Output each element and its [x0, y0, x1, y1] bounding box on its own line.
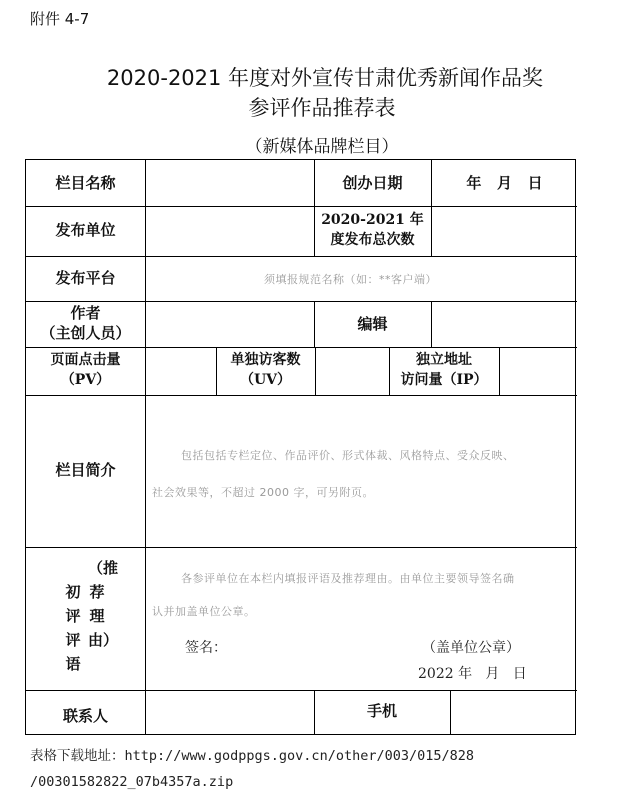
- ip-field[interactable]: [500, 348, 576, 394]
- publisher-field[interactable]: [146, 207, 313, 255]
- review-hint-line1: 各参评单位在本栏内填报评语及推荐理由。由单位主要领导签名确: [181, 572, 515, 585]
- row-divider: [26, 547, 577, 548]
- contact-field[interactable]: [146, 691, 313, 734]
- pv-label: [26, 350, 145, 390]
- publisher-label: 发布单位: [55, 221, 116, 239]
- pv-label-line1: 页面点击量: [50, 352, 121, 368]
- intro-label: 栏目简介: [55, 461, 116, 479]
- uv-label-line2: （UV）: [239, 372, 292, 388]
- review-label-text: 初评评语: [65, 583, 81, 673]
- review-label: [64, 580, 82, 676]
- intro-field[interactable]: [146, 396, 576, 546]
- ip-label-line2: 访问量（IP）: [400, 372, 488, 388]
- signature-label: 签名：: [185, 640, 227, 656]
- total-posts-field[interactable]: [432, 207, 576, 255]
- uv-field[interactable]: [316, 348, 388, 394]
- total-posts-label: [314, 210, 431, 250]
- editor-label: 编辑: [357, 315, 388, 333]
- download-url-line2[interactable]: /00301582822_07b4357a.zip: [30, 774, 234, 790]
- review-reason-label: [88, 556, 119, 652]
- page-subtitle: （新媒体品牌栏目）: [245, 137, 399, 157]
- ip-label: [389, 350, 499, 390]
- mobile-label: 手机: [366, 702, 397, 720]
- recommendation-form-table: [25, 159, 576, 735]
- pv-field[interactable]: [146, 348, 215, 394]
- row-divider: [26, 256, 577, 257]
- column-name-label: 栏目名称: [55, 174, 116, 192]
- intro-hint-line2: 社会效果等，不超过 2000 字，可另附页。: [152, 486, 374, 499]
- attachment-label: 附件 4-7: [30, 10, 90, 28]
- editor-field[interactable]: [432, 302, 576, 346]
- review-reason-text: （推荐理由）: [88, 559, 119, 649]
- author-label-line1: 作者: [70, 304, 101, 322]
- pv-label-line2: （PV）: [60, 372, 111, 388]
- author-label-line2: （主创人员）: [40, 324, 131, 342]
- download-url-line1[interactable]: 表格下载地址：http://www.godppgs.gov.cn/other/003/015/828: [30, 748, 474, 764]
- contact-label: 联系人: [62, 707, 108, 725]
- seal-label: （盖单位公章）: [422, 640, 520, 656]
- founding-date-field[interactable]: 年 月 日: [466, 174, 543, 192]
- author-label: [26, 303, 145, 343]
- uv-label-line1: 单独访客数: [230, 352, 301, 368]
- uv-label: [216, 350, 315, 390]
- ip-label-line1: 独立地址: [416, 352, 472, 368]
- platform-field[interactable]: 须填报规范名称（如：**客户端）: [264, 273, 437, 286]
- page-title-line2: 参评作品推荐表: [248, 96, 396, 120]
- author-field[interactable]: [146, 302, 313, 346]
- column-name-field[interactable]: [146, 161, 313, 205]
- total-posts-label-line1: 2020-2021 年: [321, 212, 424, 228]
- founding-date-label: 创办日期: [342, 174, 403, 192]
- review-hint-line2: 认并加盖单位公章。: [152, 605, 256, 618]
- total-posts-label-line2: 度发布总次数: [330, 232, 415, 248]
- review-date: 2022 年 月 日: [418, 666, 527, 682]
- intro-hint-line1: 包括包括专栏定位、作品评价、形式体裁、风格特点、受众反映、: [181, 449, 515, 462]
- mobile-field[interactable]: [451, 691, 576, 734]
- page-title: 2020-2021 年度对外宣传甘肃优秀新闻作品奖: [106, 66, 544, 90]
- row-divider: [26, 347, 577, 348]
- platform-label: 发布平台: [55, 269, 116, 287]
